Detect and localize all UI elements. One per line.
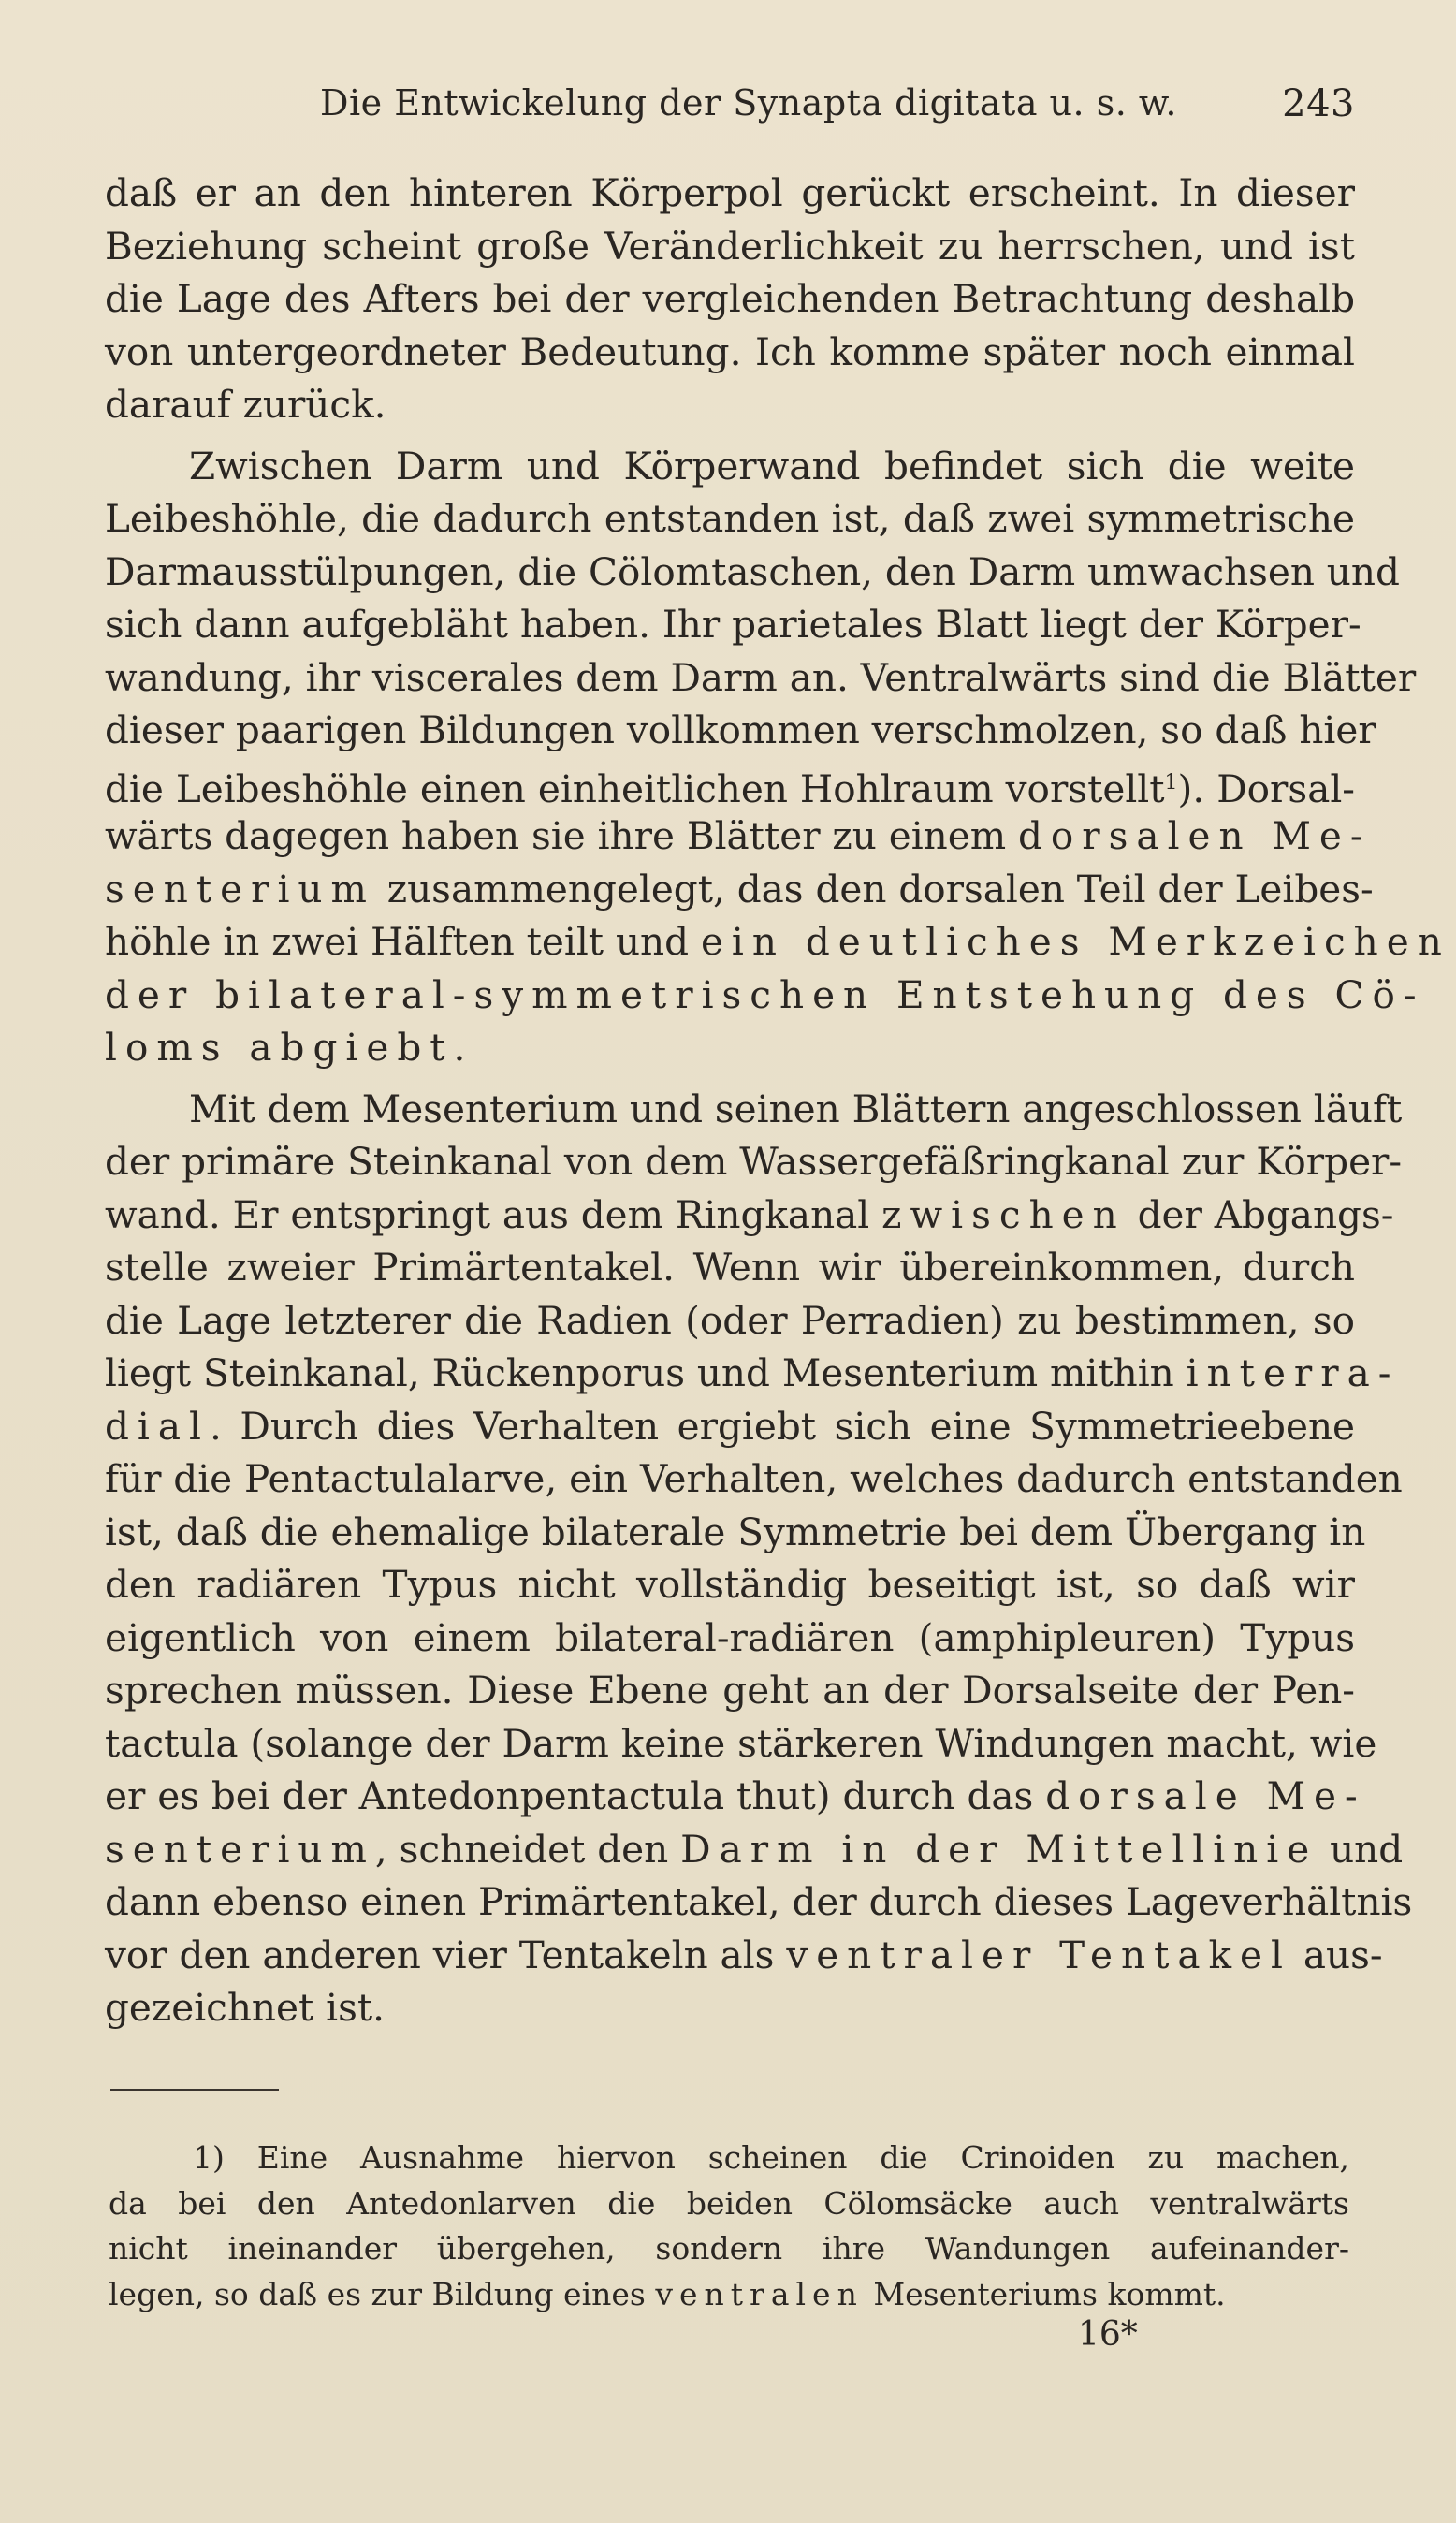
text-line [105,378,1355,431]
text-segment: Mesenteriums kommt. [863,2275,1226,2312]
text-line [105,440,1355,493]
text-line [105,1929,1383,1982]
text-segment: sprechen müssen. Diese Ebene geht an der Dorsalseite der Pen- [105,1668,1355,1713]
paragraph [105,440,1450,1074]
text-segment: stelle zweier Primärtentakel. Wenn wir übereinkommen, durch [105,1245,1355,1290]
text-line [105,1664,1355,1717]
text-segment: Beziehung scheint große Veränderlichkeit zu herrschen, und ist [105,223,1355,269]
body-text [105,167,1450,2034]
text-line [105,1506,1366,1559]
running-head [105,82,1355,129]
text-line [105,1135,1403,1189]
running-title: Die Entwickelung der Synapta digitata u. s. w. [320,82,1177,124]
text-line [105,1241,1355,1294]
spaced-emphasis: ventralen [655,2275,864,2312]
spaced-emphasis: loms abgiebt [105,1025,454,1070]
text-segment: vor den anderen vier Tentakeln als [105,1932,787,1977]
text-segment: er es bei der Antedonpentactula thut) durch das [105,1773,1046,1818]
text-segment: höhle in zwei Hälften teilt und [105,919,701,964]
text-line [105,1452,1403,1506]
text-line [105,1558,1355,1612]
text-line [105,1347,1400,1400]
footnote-line [109,2272,1349,2318]
sheet-signature: 16* [1078,2315,1138,2354]
spaced-emphasis: ventraler Tentakel [786,1932,1291,1977]
text-line [105,1770,1366,1823]
text-segment: legen, so daß es zur Bildung eines [109,2275,656,2312]
page-number: 243 [1282,82,1355,125]
text-line [105,492,1355,546]
text-segment: wand. Er entspringt aus dem Ringkanal [105,1191,882,1237]
text-segment: dann ebenso einen Primärtentakel, der durch dieses Lageverhältnis [105,1879,1413,1924]
text-segment: sich dann aufgebläht haben. Ihr parietales Blatt liegt der Körper- [105,602,1361,647]
text-segment: nicht ineinander übergehen, sondern ihre Wandungen aufeinander- [109,2230,1349,2267]
text-segment: zusammengelegt, das den dorsalen Teil der Leibes- [374,866,1374,911]
text-line [105,863,1374,916]
text-segment: der primäre Steinkanal von dem Wassergefäßringkanal zur Körper- [105,1139,1403,1184]
text-segment: . [453,1025,466,1070]
text-line [105,326,1355,379]
text-line [105,272,1355,326]
spaced-emphasis: ein deutliches Merkzeichen [700,919,1450,964]
text-line [105,757,1355,810]
footnote-line [109,2226,1349,2272]
text-line [105,1717,1377,1771]
spaced-emphasis: dorsale Me- [1045,1773,1366,1818]
text-segment: gezeichnet ist. [105,1985,386,2030]
text-segment: liegt Steinkanal, Rückenporus und Mesenterium mithin [105,1350,1187,1395]
text-segment: wärts dagegen haben sie ihre Blätter zu einem [105,813,1018,858]
text-line [105,1612,1355,1665]
text-line [105,1083,1403,1136]
text-line [105,1823,1404,1876]
text-line [105,1294,1355,1348]
spaced-emphasis: senterium [105,1826,375,1872]
spaced-emphasis: interra- [1186,1350,1400,1395]
text-segment: und [1318,1826,1404,1872]
text-segment: von untergeordneter Bedeutung. Ich komme später noch einmal [105,328,1355,374]
text-segment: 1) Eine Ausnahme hiervon scheinen die Crinoiden zu machen, [193,2139,1349,2176]
spaced-emphasis: dorsalen Me- [1017,813,1372,858]
text-segment: darauf zurück. [105,382,386,427]
text-segment: Leibeshöhle, die dadurch entstanden ist, daß zwei symmetrische [105,496,1355,541]
text-segment: da bei den Antedonlarven die beiden Cölomsäcke auch ventralwärts [109,2184,1349,2222]
text-line [105,704,1376,757]
text-segment: ). Dorsal- [1177,766,1355,811]
text-segment: Darmausstülpungen, die Cölomtaschen, den Darm umwachsen und [105,548,1400,594]
text-line [105,809,1372,863]
text-line [105,1400,1355,1453]
text-segment: die Lage des Afters bei der vergleichenden Betrachtung deshalb [105,276,1355,321]
text-segment: den radiären Typus nicht vollständig beseitigt ist, so daß wir [105,1562,1355,1607]
text-segment: aus- [1290,1932,1383,1977]
footnote-line [109,2181,1349,2227]
text-segment: tactula (solange der Darm keine stärkeren Windungen macht, wie [105,1720,1377,1766]
text-line [105,651,1417,705]
text-segment: wandung, ihr viscerales dem Darm an. Ventralwärts sind die Blätter [105,654,1417,700]
text-line [105,598,1361,651]
spaced-emphasis: senterium [105,866,375,911]
paragraph-gap [105,1074,1355,1083]
text-line [105,969,1425,1022]
text-segment: dieser paarigen Bildungen vollkommen verschmolzen, so daß hier [105,707,1376,752]
spaced-emphasis: Darm in der Mittellinie [680,1826,1318,1872]
paragraph [105,167,1355,431]
spaced-emphasis: der bilateral-symmetrischen Entstehung des Cö- [105,971,1425,1017]
text-line [105,1021,1355,1074]
text-line [105,220,1355,273]
footnote-marker: 1 [1164,770,1178,795]
spaced-emphasis: zwischen [881,1191,1126,1237]
text-line [105,546,1400,599]
text-line [105,1981,1355,2034]
text-segment: eigentlich von einem bilateral-radiären (amphipleuren) Typus [105,1614,1355,1660]
text-segment: . Durch dies Verhalten ergiebt sich eine Symmetrieebene [209,1403,1355,1449]
text-line [105,915,1450,969]
footnote-divider [110,2089,279,2091]
text-segment: Zwischen Darm und Körperwand befindet sich die weite [189,443,1355,489]
text-segment: für die Pentactulalarve, ein Verhalten, welches dadurch entstanden [105,1456,1403,1501]
text-segment: daß er an den hinteren Körperpol gerückt erscheint. In dieser [105,170,1355,215]
footnote [109,2136,1349,2317]
footnote-line [109,2136,1349,2181]
text-segment: , schneidet den [374,1826,681,1872]
paragraph-gap [105,431,1355,440]
text-segment: ist, daß die ehemalige bilaterale Symmetrie bei dem Übergang in [105,1509,1366,1554]
text-line [105,167,1355,220]
text-line [105,1189,1394,1242]
text-line [105,1875,1413,1929]
text-segment: Mit dem Mesenterium und seinen Blättern angeschlossen läuft [189,1086,1403,1131]
text-segment: die Lage letzterer die Radien (oder Perradien) zu bestimmen, so [105,1297,1355,1343]
spaced-emphasis: dial [105,1403,210,1449]
paragraph [105,1083,1413,2034]
text-segment: der Abgangs- [1125,1191,1394,1237]
text-segment: die Leibeshöhle einen einheitlichen Hohlraum vorstellt [105,766,1165,811]
